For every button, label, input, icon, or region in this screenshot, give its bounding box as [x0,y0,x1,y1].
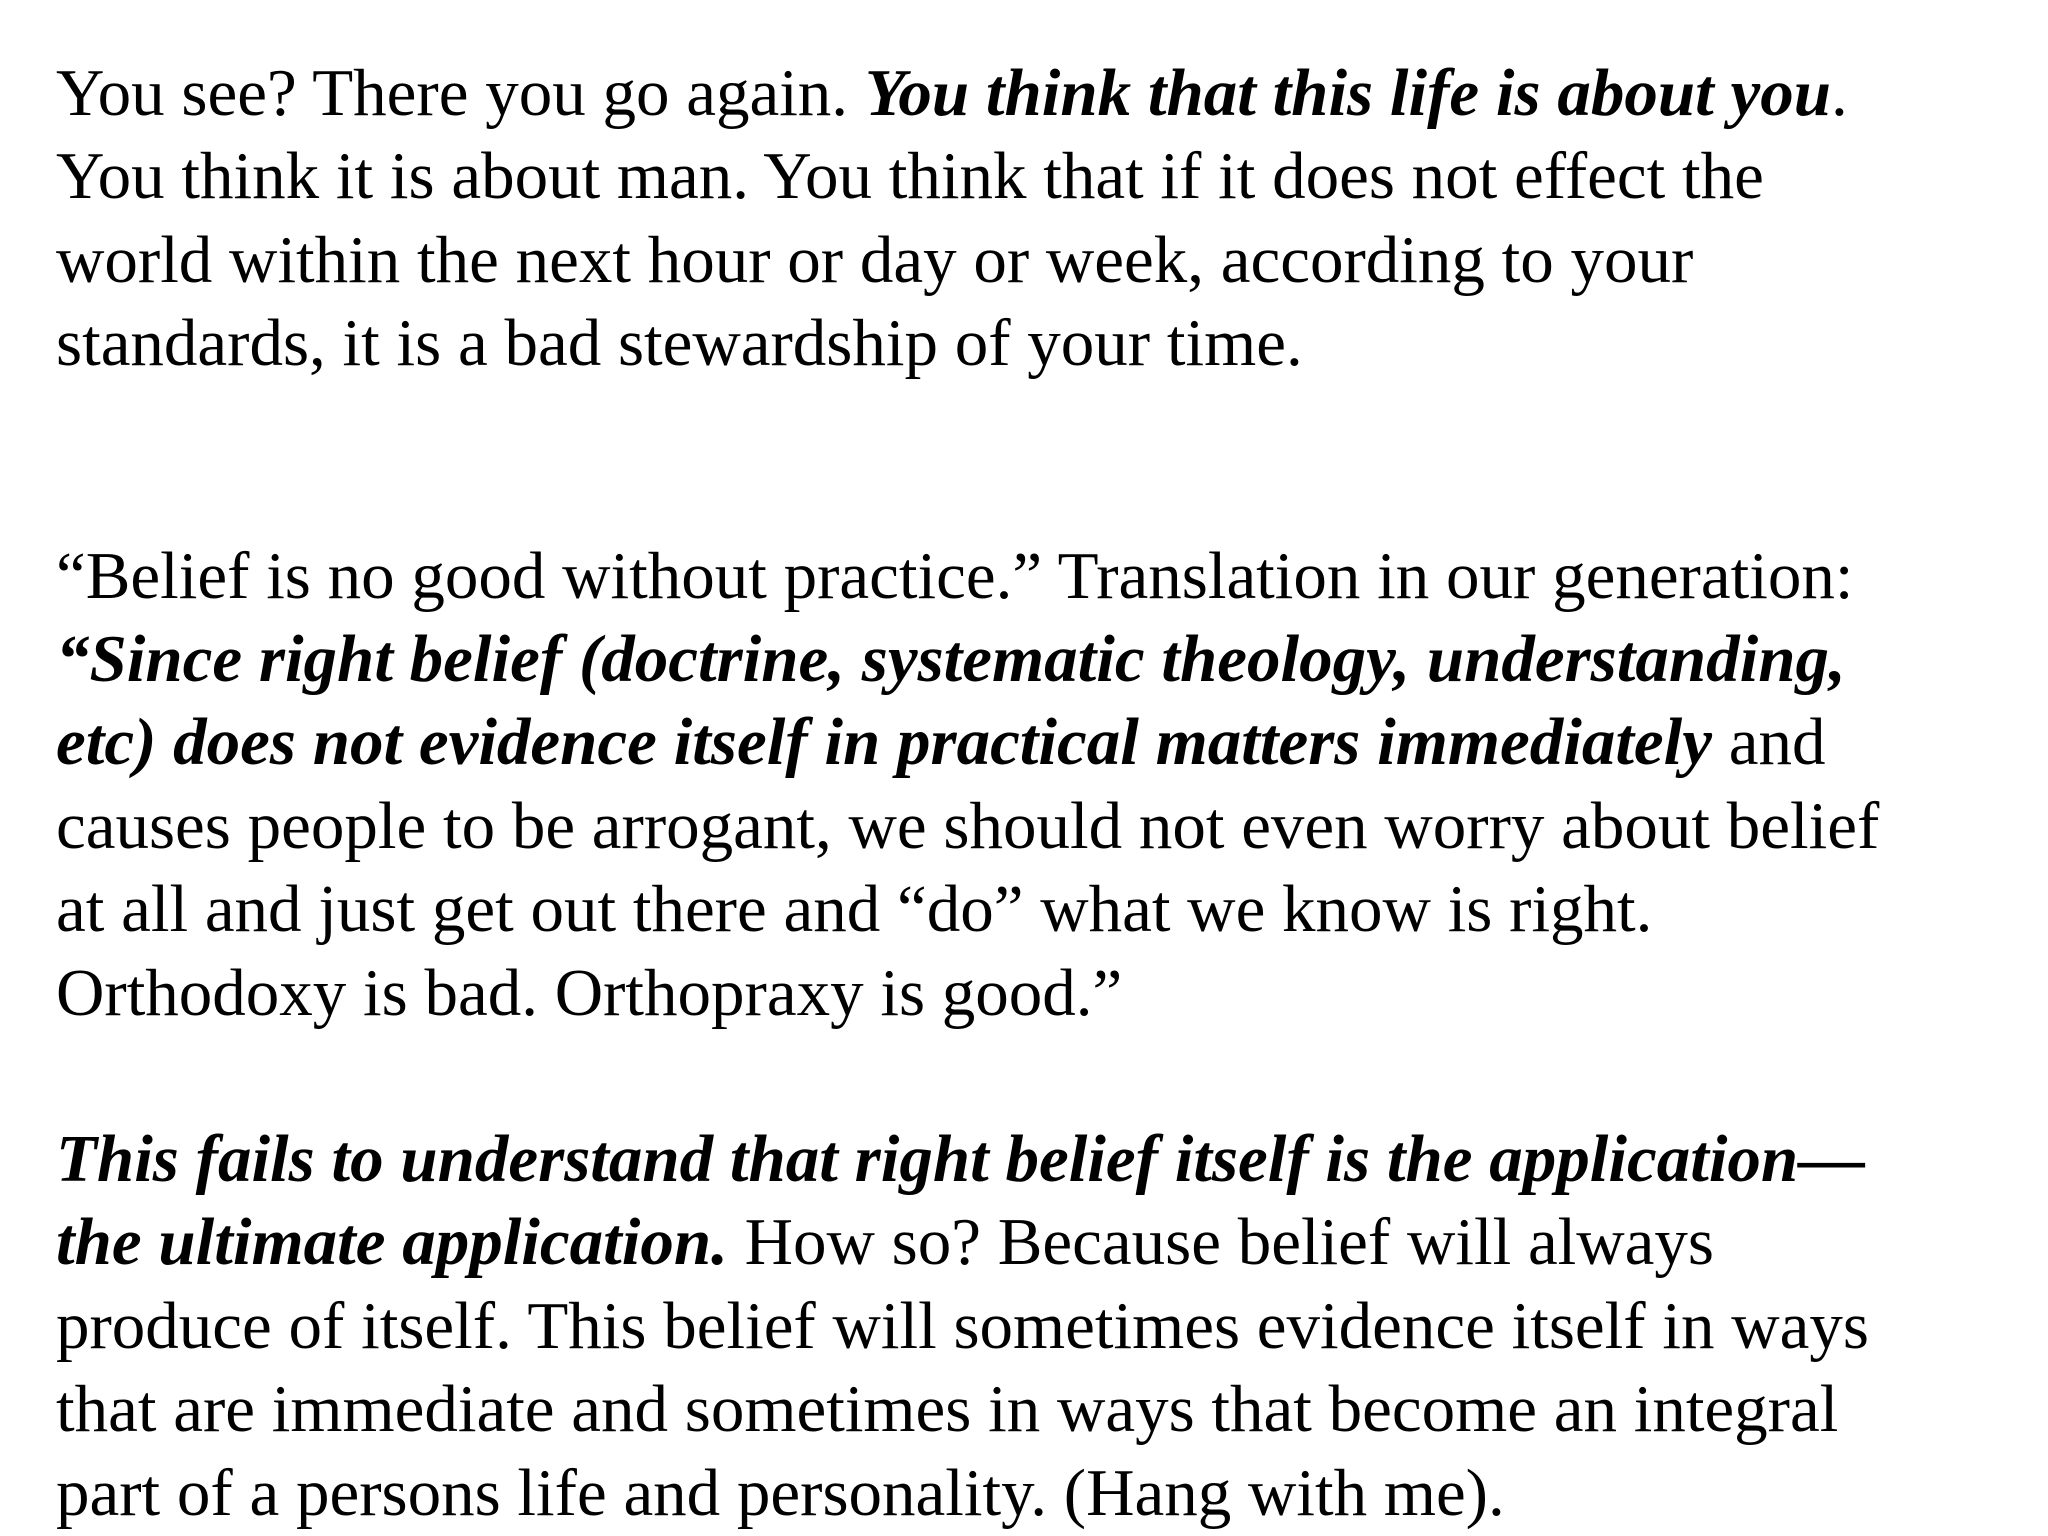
paragraph-3-text: How so? Because belief will always produce of itself. This belief will sometimes evidence itself in ways that are immediate and sometimes in ways that become an integral part of a persons life and personality. (Hang with me). [56,1205,1869,1530]
paragraph-1-text: . You think it is about man. You think that if it does not effect the world within the next hour or day or week, according to your standards, it is a bad stewardship of your time. [56,56,1848,381]
paragraph-2-text: and causes people to be arrogant, we should not even worry about belief at all and just get out there and “do” what we know is right. Orthodoxy is bad. Orthopraxy is good.” [56,705,1880,1030]
paragraph-2-text: “Belief is no good without practice.” Translation in our generation: [56,538,1854,613]
paragraph-3-emphasis: This fails to understand that right belief itself is the application— the ultimate application. [56,1122,1866,1280]
paragraph-1-text: You see? There you go again. [56,56,865,130]
paragraph-2 [56,535,1988,1035]
paragraph-1-emphasis: You think that this life is about you [864,56,1831,130]
paragraph-3 [56,1118,1988,1535]
paragraph-1 [56,52,1988,386]
paragraph-2-emphasis: “Since right belief (doctrine, systematic theology, understanding, etc) does not evidence itself in practical matters immediately [56,622,1846,780]
